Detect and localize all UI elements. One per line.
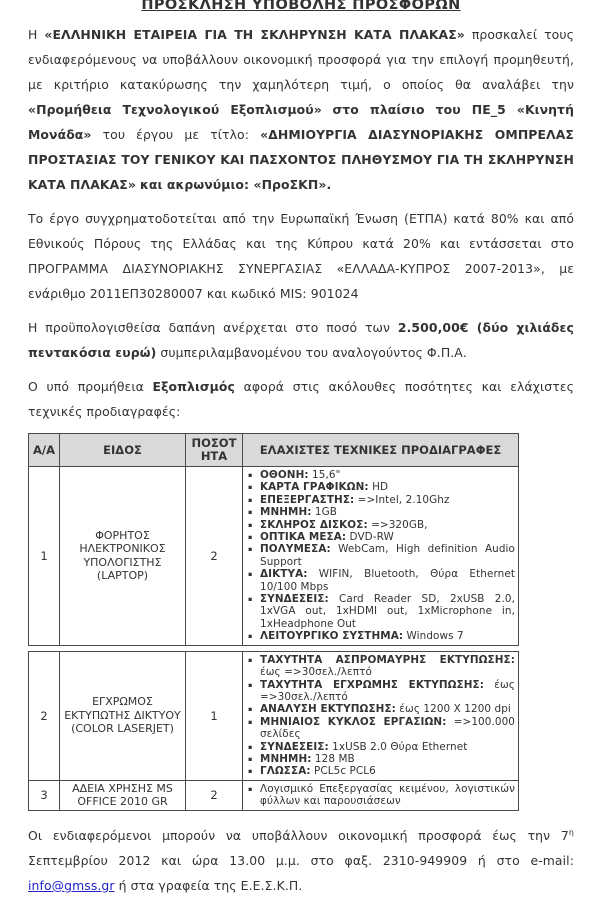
spec-label: ΓΛΩΣΣΑ:	[260, 765, 311, 778]
spec-label: ΟΠΤΙΚΑ ΜΕΣΑ:	[260, 531, 347, 544]
bold-text-segment: 2.500,00€ (δύο χιλιάδες πεντακόσια ευρώ)	[28, 320, 574, 360]
bold-text-segment: Εξοπλισμός	[152, 379, 235, 394]
spec-item: ▪ ΤΑΧΥΤΗΤΑ ΑΣΠΡΟΜΑΥΡΗΣ ΕΚΤΥΠΩΣΗΣ: έως =>30σελ./λεπτό	[247, 654, 515, 679]
text-segment: Η	[28, 27, 45, 42]
paragraph-budget	[28, 315, 574, 365]
text-segment: αφορά στις ακόλουθες ποσότητες και ελάχιστες τεχνικές προδιαγραφές:	[28, 379, 574, 419]
spec-item: ▪ ΟΘΟΝΗ: 15,6"	[247, 469, 515, 481]
item-quantity-cell: 1	[186, 651, 243, 780]
text-segment: συμπεριλαμβανομένου του αναλογούντος Φ.Π.Α.	[156, 345, 467, 360]
spec-label: ΑΝΑΛΥΣΗ ΕΚΤΥΠΩΣΗΣ:	[260, 703, 396, 716]
text-segment: Ο υπό προμήθεια	[28, 379, 153, 394]
specs-list	[247, 783, 515, 808]
spec-label: ΚΑΡΤΑ ΓΡΑΦΙΚΩΝ:	[260, 481, 369, 494]
spec-item: ▪ ΣΚΛΗΡΟΣ ΔΙΣΚΟΣ: =>320GB,	[247, 519, 515, 531]
header-item: ΕΙΔΟΣ	[60, 434, 186, 467]
item-name-cell: ΕΓΧΡΩΜΟΣ ΕΚΤΥΠΩΤΗΣ ΔΙΚΤΥΟΥ (COLOR LASERJET)	[60, 651, 186, 780]
spec-item: ▪ ΣΥΝΔΕΣΕΙΣ: Card Reader SD, 2xUSB 2.0, 1xVGA out, 1xHDMI out, 1xMicrophone in, 1xHeadphone Out	[247, 593, 515, 630]
spec-label: ΟΘΟΝΗ:	[260, 469, 309, 481]
spec-label: ΜΝΗΜΗ:	[260, 506, 312, 519]
item-number-cell: 3	[29, 780, 60, 810]
equipment-row	[29, 780, 519, 810]
bold-text-segment: «ΕΛΛΗΝΙΚΗ ΕΤΑΙΡΕΙΑ ΓΙΑ ΤΗ ΣΚΛΗΡΥΝΣΗ ΚΑΤΑ ΠΛΑΚΑΣ»	[44, 27, 465, 42]
text-segment: ή στα γραφεία της Ε.Ε.Σ.Κ.Π.	[114, 877, 303, 893]
spec-item: ▪ ΣΥΝΔΕΣΕΙΣ: 1xUSB 2.0 Θύρα Ethernet	[247, 741, 515, 753]
spec-item: ▪ ΔΙΚΤΥΑ: WIFIN, Bluetooth, Θύρα Ethernet 10/100 Mbps	[247, 568, 515, 593]
spec-item: ▪ ΜΗΝΙΑΙΟΣ ΚΥΚΛΟΣ ΕΡΓΑΣΙΩΝ: =>100.000 σελίδες	[247, 716, 515, 741]
equipment-table-header	[29, 434, 519, 467]
text-segment: του έργου με τίτλο:	[91, 127, 261, 142]
item-number-cell: 2	[29, 651, 60, 780]
text-segment: Οι ενδιαφερόμενοι μπορούν να υποβάλλουν οικονομική προσφορά έως την 7	[28, 827, 569, 843]
item-name-cell: ΑΔΕΙΑ ΧΡΗΣΗΣ MS OFFICE 2010 GR	[60, 780, 186, 810]
text-segment	[322, 102, 333, 117]
bold-text-segment: «Προμήθεια Τεχνολογικού Εξοπλισμού»	[28, 102, 322, 117]
spec-label: ΕΠΕΞΕΡΓΑΣΤΗΣ:	[260, 493, 355, 506]
paragraph-equipment-intro	[28, 374, 574, 424]
spec-item: ▪ ΑΝΑΛΥΣΗ ΕΚΤΥΠΩΣΗΣ: έως 1200 X 1200 dpi	[247, 703, 515, 715]
spec-label: ΣΥΝΔΕΣΕΙΣ:	[260, 593, 329, 606]
spec-label: ΔΙΚΤΥΑ:	[260, 568, 308, 581]
header-row	[29, 434, 519, 467]
item-name-cell: ΦΟΡΗΤΟΣ ΗΛΕΚΤΡΟΝΙΚΟΣ ΥΠΟΛΟΓΙΣΤΗΣ (LAPTOP)	[60, 467, 186, 646]
spec-label: ΜΝΗΜΗ:	[260, 752, 312, 765]
spec-item: ▪ ΠΟΛΥΜΕΣΑ: WebCam, High definition Audio Support	[247, 543, 515, 568]
text-segment: Η προϋπολογισθείσα δαπάνη ανέρχεται στο ποσό των	[28, 320, 398, 335]
spec-label: ΣΥΝΔΕΣΕΙΣ:	[260, 740, 329, 753]
bold-text-segment: στο πλαίσιο του ΠΕ_5 «Κινητή Μονάδα»	[28, 102, 574, 142]
header-aa: Α/Α	[29, 434, 60, 467]
header-quantity: ΠΟΣΟΤΗΤΑ	[186, 434, 243, 467]
item-specs-cell	[243, 780, 519, 810]
text-segment: Σεπτεμβρίου 2012 και ώρα 13.00 μ.μ. στο φαξ. 2310-949909 ή στο e-mail:	[28, 852, 574, 868]
spec-label: ΛΕΙΤΟΥΡΓΙΚΟ ΣΥΣΤΗΜΑ:	[260, 630, 404, 643]
item-specs-cell	[243, 467, 519, 646]
equipment-table-part-1	[28, 433, 519, 646]
spec-item: ▪ ΜΝΗΜΗ: 1GB	[247, 506, 515, 518]
equipment-row	[29, 651, 519, 780]
spec-item: ▪ ΟΠΤΙΚΑ ΜΕΣΑ: DVD-RW	[247, 531, 515, 543]
equipment-table-part-2	[28, 651, 519, 811]
spec-label: ΠΟΛΥΜΕΣΑ:	[260, 543, 331, 556]
item-quantity-cell: 2	[186, 467, 243, 646]
superscript-text: η	[568, 827, 574, 837]
text-segment: Το έργο συγχρηματοδοτείται από την Ευρωπαϊκή Ένωση (ΕΤΠΑ) κατά 80% και από Εθνικούς Πόρους της Ελλάδας και της Κύπρου κατά 20% και εντάσσεται στο ΠΡΟΓΡΑΜΜΑ ΔΙΑΣΥΝΟΡΙΑΚΗΣ ΣΥΝΕΡΓΑΣΙΑΣ «ΕΛΛΑΔΑ-ΚΥΠΡΟΣ 2007-2013», με ενάριθμο 2011ΕΠ30280007 και κωδικό MIS: 901024	[28, 211, 574, 301]
spec-label: ΣΚΛΗΡΟΣ ΔΙΣΚΟΣ:	[260, 518, 368, 531]
spec-label: ΜΗΝΙΑΙΟΣ ΚΥΚΛΟΣ ΕΡΓΑΣΙΩΝ:	[260, 715, 447, 728]
equipment-row	[29, 467, 519, 646]
specs-list	[247, 469, 515, 643]
item-number-cell: 1	[29, 467, 60, 646]
spec-item: ▪ Λογισμικό Επεξεργασίας κειμένου, λογιστικών φύλλων και παρουσιάσεων	[247, 783, 515, 808]
item-quantity-cell: 2	[186, 780, 243, 810]
bold-text-segment: «ΔΗΜΙΟΥΡΓΙΑ ΔΙΑΣΥΝΟΡΙΑΚΗΣ ΟΜΠΡΕΛΑΣ ΠΡΟΣΤΑΣΙΑΣ ΤΟΥ ΓΕΝΙΚΟΥ ΚΑΙ ΠΑΣΧΟΝΤΟΣ ΠΛΗΘΥΣΜΟΥ ΓΙΑ ΤΗ ΣΚΛΗΡΥΝΣΗ ΚΑΤΑ ΠΛΑΚΑΣ»	[28, 127, 574, 192]
bold-text-segment: και ακρωνύμιο: «ΠροΣΚΠ».	[140, 177, 332, 192]
spec-label: ΤΑΧΥΤΗΤΑ ΕΓΧΡΩΜΗΣ ΕΚΤΥΠΩΣΗΣ:	[260, 678, 485, 691]
spec-item: ▪ ΛΕΙΤΟΥΡΓΙΚΟ ΣΥΣΤΗΜΑ: Windows 7	[247, 630, 515, 642]
paragraph-intro	[28, 22, 574, 197]
text-segment: προσκαλεί τους ενδιαφερόμενους να υποβάλλουν οικονομική προσφορά για την επιλογή προμηθευτή, με κριτήριο κατακύρωσης την χαμηλότερη τιμή, ο οποίος θα αναλάβει την	[28, 27, 574, 92]
spec-item: ▪ ΤΑΧΥΤΗΤΑ ΕΓΧΡΩΜΗΣ ΕΚΤΥΠΩΣΗΣ: έως =>30σελ./λεπτό	[247, 679, 515, 704]
spec-item: ▪ ΜΝΗΜΗ: 128 MB	[247, 753, 515, 765]
email-link[interactable]: info@gmss.gr	[28, 877, 115, 893]
spec-item: ▪ ΚΑΡΤΑ ΓΡΑΦΙΚΩΝ: HD	[247, 481, 515, 493]
item-specs-cell	[243, 651, 519, 780]
spec-label: ΤΑΧΥΤΗΤΑ ΑΣΠΡΟΜΑΥΡΗΣ ΕΚΤΥΠΩΣΗΣ:	[260, 653, 515, 666]
header-specs: ΕΛΑΧΙΣΤΕΣ ΤΕΧΝΙΚΕΣ ΠΡΟΔΙΑΓΡΑΦΕΣ	[243, 434, 519, 467]
paragraph-funding	[28, 206, 574, 306]
page-title: ΠΡΟΣΚΛΗΣΗ ΥΠΟΒΟΛΗΣ ΠΡΟΣΦΟΡΩΝ	[141, 0, 461, 13]
specs-list	[247, 654, 515, 778]
spec-item: ▪ ΕΠΕΞΕΡΓΑΣΤΗΣ: =>Intel, 2.10Ghz	[247, 494, 515, 506]
spec-item: ▪ ΓΛΩΣΣΑ: PCL5c PCL6	[247, 765, 515, 777]
paragraph-submission	[28, 823, 574, 898]
